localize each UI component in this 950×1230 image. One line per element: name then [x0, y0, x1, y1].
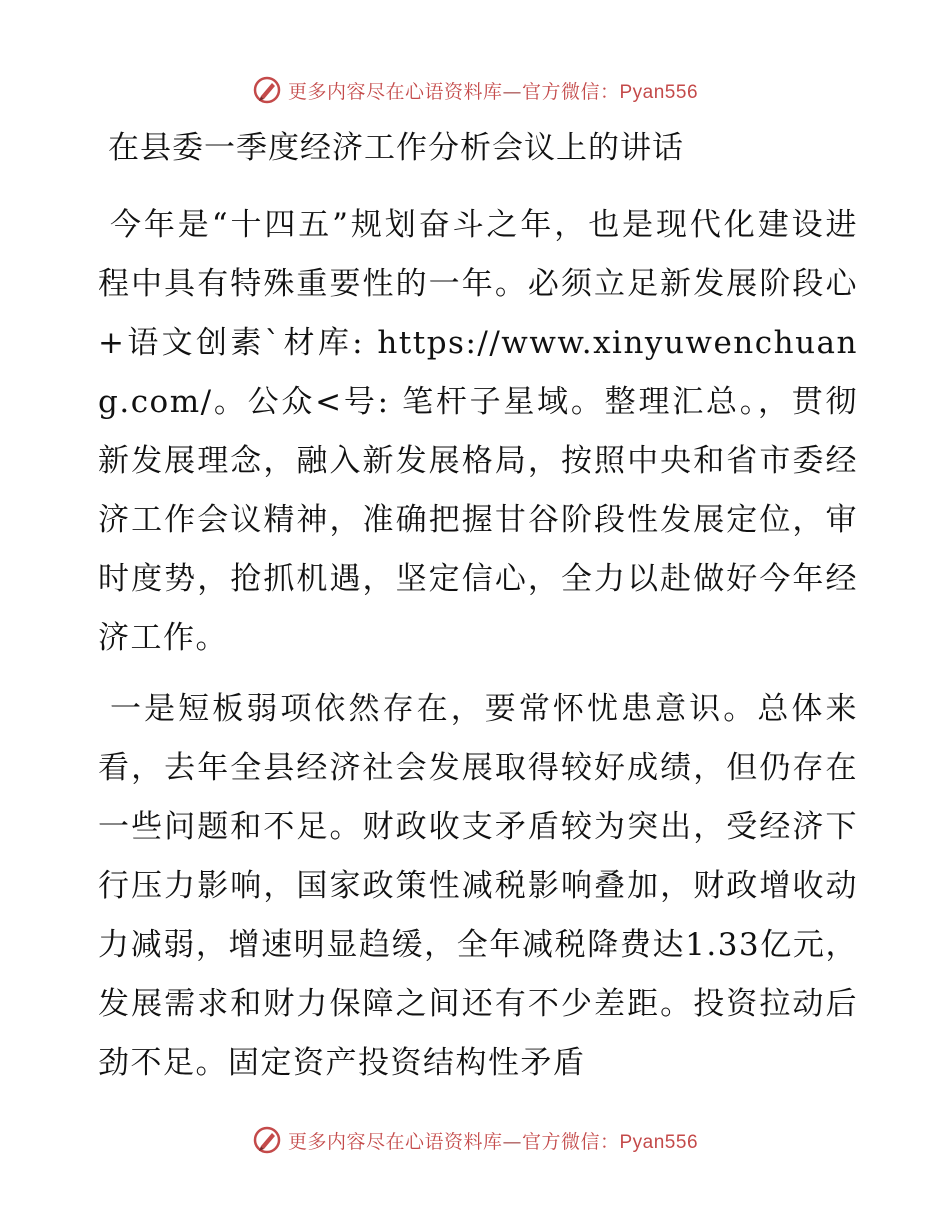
header-banner-text: 更多内容尽在心语资料库—官方微信：Pyan556: [287, 80, 699, 103]
pen-logo-icon: [252, 1125, 282, 1155]
footer-banner-text: 更多内容尽在心语资料库—官方微信：Pyan556: [287, 1130, 699, 1153]
footer-banner: [0, 1122, 950, 1158]
document-body: [98, 196, 858, 1093]
document-title: 在县委一季度经济工作分析会议上的讲话: [108, 130, 684, 166]
paragraph-1: 今年是“十四五”规划奋斗之年，也是现代化建设进程中具有特殊重要性的一年。必须立足新发展阶段心+语文创素`材库: https://www.xinyuwenchuang.com/。公众<号: 笔杆子星域。整理汇总。，贯彻新发展理念，融入新发展格局，按照中央和省市委经济工作会议精神，准确把握甘谷阶段性发展定位，审时度势，抢抓机遇，坚定信心，全力以赴做好今年经济工作。: [98, 207, 858, 656]
pen-logo-icon: [252, 75, 282, 105]
paragraph-2: 一是短板弱项依然存在，要常怀忧患意识。总体来看，去年全县经济社会发展取得较好成绩，但仍存在一些问题和不足。财政收支矛盾较为突出，受经济下行压力影响，国家政策性减税影响叠加，财政增收动力减弱，增速明显趋缓，全年减税降费达1.33亿元，发展需求和财力保障之间还有不少差距。投资拉动后劲不足。固定资产投资结构性矛盾: [98, 691, 858, 1081]
header-banner: [0, 72, 950, 108]
